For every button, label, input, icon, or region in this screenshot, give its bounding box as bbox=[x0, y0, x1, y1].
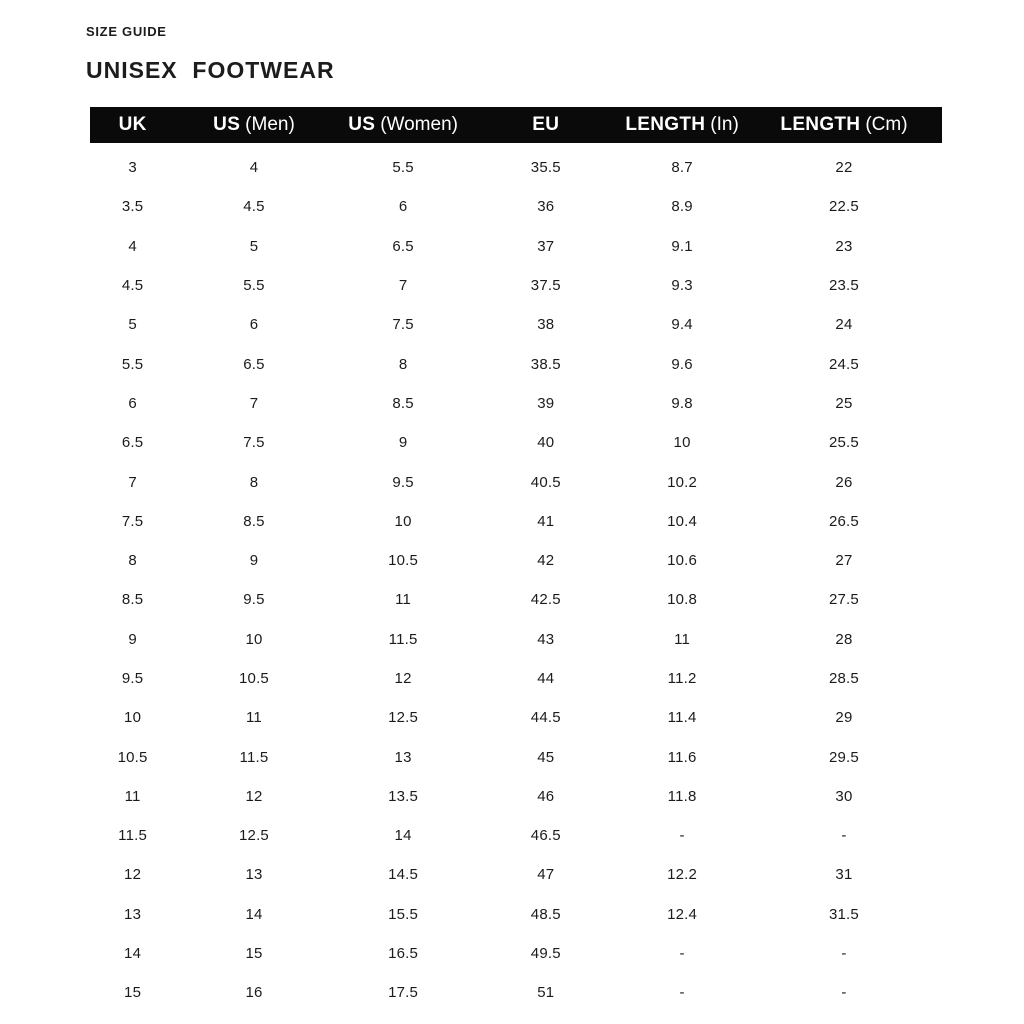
size-cell-length-in: 10.8 bbox=[667, 591, 698, 609]
size-cell-eu: 44.5 bbox=[530, 709, 561, 727]
size-cell-length-in: 8.7 bbox=[671, 159, 693, 177]
size-cell-us-women: 6 bbox=[398, 198, 408, 216]
size-cell-length-cm: 22 bbox=[835, 159, 853, 177]
size-cell-length-cm: - bbox=[841, 984, 847, 1002]
table-row bbox=[90, 620, 942, 659]
size-cell-uk: 3 bbox=[128, 159, 137, 177]
size-cell-us-men: 7 bbox=[249, 394, 259, 412]
size-cell-us-men: 12 bbox=[245, 787, 263, 805]
size-cell-length-cm: 28.5 bbox=[828, 670, 859, 687]
size-cell-us-women: 9.5 bbox=[392, 473, 414, 491]
size-cell-length-in: 11.6 bbox=[667, 748, 697, 766]
size-cell-us-men: 12.5 bbox=[238, 827, 269, 845]
column-header-uk-bold: UK bbox=[118, 114, 147, 135]
column-header-length-in-bold: LENGTH bbox=[625, 114, 706, 135]
size-cell-us-women: 15.5 bbox=[388, 905, 419, 923]
size-cell-eu: 44 bbox=[537, 670, 555, 687]
size-cell-us-men: 14 bbox=[245, 905, 263, 923]
size-cell-uk: 12 bbox=[124, 866, 142, 884]
column-header-eu-bold: EU bbox=[532, 114, 560, 135]
size-cell-eu: 40.5 bbox=[530, 473, 561, 491]
size-cell-length-in: 9.4 bbox=[671, 316, 693, 334]
size-cell-length-in: 11.8 bbox=[667, 787, 697, 805]
table-row bbox=[90, 266, 942, 305]
size-cell-eu: 35.5 bbox=[530, 159, 561, 177]
size-cell-us-men: 13 bbox=[245, 866, 263, 884]
column-header-length-cm-unit: (Cm) bbox=[865, 114, 908, 135]
size-cell-eu: 38 bbox=[537, 316, 555, 334]
table-row bbox=[90, 934, 942, 973]
size-cell-us-men: 5 bbox=[249, 237, 259, 255]
size-cell-uk: 7.5 bbox=[121, 512, 144, 530]
table-row bbox=[90, 502, 942, 541]
size-cell-eu: 37 bbox=[537, 237, 555, 255]
size-cell-length-cm: 24.5 bbox=[828, 355, 859, 373]
column-header-us-men-bold: US bbox=[213, 114, 241, 135]
size-cell-length-cm: 23 bbox=[835, 237, 853, 255]
size-cell-length-in: - bbox=[679, 984, 685, 1002]
size-cell-us-women: 11.5 bbox=[388, 630, 418, 648]
table-row bbox=[90, 659, 942, 698]
size-cell-us-women: 8 bbox=[398, 355, 408, 373]
column-header-us-women-bold: US bbox=[348, 114, 376, 135]
size-cell-length-cm: 27.5 bbox=[828, 591, 859, 609]
size-cell-us-men: 7.5 bbox=[243, 434, 265, 452]
size-cell-us-women: 13 bbox=[394, 748, 412, 766]
size-cell-uk: 5 bbox=[128, 316, 137, 334]
size-cell-eu: 46 bbox=[537, 787, 555, 805]
column-header-length-cm-bold: LENGTH bbox=[780, 114, 861, 135]
table-row bbox=[90, 187, 942, 226]
size-cell-eu: 47 bbox=[537, 866, 555, 884]
size-cell-uk: 10.5 bbox=[117, 748, 148, 766]
size-cell-length-in: 10.6 bbox=[667, 552, 698, 570]
table-row bbox=[90, 698, 942, 737]
size-cell-uk: 14 bbox=[124, 945, 142, 963]
size-cell-length-in: 10 bbox=[673, 434, 691, 452]
size-cell-uk: 5.5 bbox=[121, 355, 144, 373]
size-cell-us-women: 14.5 bbox=[388, 866, 419, 884]
table-row bbox=[90, 305, 942, 344]
table-row bbox=[90, 423, 942, 462]
size-cell-us-men: 6 bbox=[249, 316, 259, 334]
size-cell-eu: 51 bbox=[537, 984, 555, 1002]
size-cell-length-in: 10.4 bbox=[667, 512, 698, 530]
size-table bbox=[90, 107, 942, 1013]
size-cell-us-men: 11.5 bbox=[239, 748, 269, 766]
size-cell-length-cm: 26.5 bbox=[828, 512, 859, 530]
size-cell-us-men: 6.5 bbox=[243, 355, 265, 373]
size-cell-length-in: 11.4 bbox=[667, 709, 697, 727]
size-cell-length-cm: 31.5 bbox=[828, 905, 859, 923]
size-guide-label: SIZE GUIDE bbox=[86, 24, 167, 39]
size-cell-eu: 40 bbox=[537, 434, 555, 452]
table-row bbox=[90, 580, 942, 619]
size-cell-eu: 49.5 bbox=[530, 945, 561, 963]
size-cell-us-women: 13.5 bbox=[388, 787, 419, 805]
size-cell-length-cm: 25.5 bbox=[828, 434, 859, 452]
size-cell-eu: 42 bbox=[537, 552, 555, 570]
size-cell-eu: 43 bbox=[537, 630, 555, 648]
size-cell-eu: 41 bbox=[537, 512, 555, 530]
page-title: UNISEX FOOTWEAR bbox=[86, 57, 335, 83]
size-cell-us-women: 7 bbox=[398, 277, 408, 295]
table-row bbox=[90, 384, 942, 423]
size-cell-length-cm: 28 bbox=[835, 630, 853, 648]
size-cell-us-women: 10.5 bbox=[388, 552, 419, 570]
size-cell-uk: 4.5 bbox=[121, 277, 144, 295]
size-cell-length-in: 10.2 bbox=[667, 473, 698, 491]
size-cell-us-men: 11 bbox=[246, 709, 262, 727]
table-row bbox=[90, 462, 942, 501]
table-row bbox=[90, 855, 942, 894]
size-cell-length-in: - bbox=[679, 827, 685, 845]
size-cell-uk: 9.5 bbox=[121, 670, 144, 687]
size-cell-length-cm: 25 bbox=[835, 394, 853, 412]
table-row bbox=[90, 895, 942, 934]
size-cell-us-men: 4 bbox=[249, 159, 259, 177]
size-cell-eu: 37.5 bbox=[530, 277, 561, 295]
size-cell-eu: 45 bbox=[537, 748, 555, 766]
size-cell-uk: 6 bbox=[128, 394, 137, 412]
size-cell-us-men: 8.5 bbox=[243, 512, 265, 530]
size-cell-us-men: 8 bbox=[249, 473, 259, 491]
size-cell-eu: 46.5 bbox=[530, 827, 561, 845]
table-row bbox=[90, 344, 942, 383]
size-cell-eu: 36 bbox=[537, 198, 555, 216]
size-cell-us-women: 5.5 bbox=[392, 159, 414, 177]
size-cell-us-men: 4.5 bbox=[243, 198, 265, 216]
size-cell-uk: 7 bbox=[128, 473, 137, 491]
size-cell-uk: 8 bbox=[128, 552, 137, 570]
size-cell-length-in: - bbox=[679, 945, 685, 963]
table-row bbox=[90, 541, 942, 580]
table-row bbox=[90, 737, 942, 776]
size-cell-us-women: 12.5 bbox=[388, 709, 419, 727]
size-cell-eu: 38.5 bbox=[530, 355, 561, 373]
size-cell-uk: 8.5 bbox=[121, 591, 144, 609]
column-header-length-in-unit: (In) bbox=[710, 114, 739, 135]
size-cell-length-in: 9.1 bbox=[671, 237, 693, 255]
table-row bbox=[90, 973, 942, 1012]
column-header-us-men-unit: (Men) bbox=[245, 114, 295, 135]
size-cell-uk: 9 bbox=[128, 630, 137, 648]
size-cell-length-cm: 26 bbox=[835, 473, 853, 491]
size-cell-uk: 13 bbox=[124, 905, 142, 923]
table-row bbox=[90, 777, 942, 816]
size-cell-uk: 10 bbox=[124, 709, 142, 727]
size-cell-eu: 48.5 bbox=[530, 905, 561, 923]
size-cell-length-in: 9.6 bbox=[671, 355, 693, 373]
size-cell-us-men: 5.5 bbox=[243, 277, 265, 295]
size-cell-length-cm: 22.5 bbox=[828, 198, 859, 216]
size-cell-length-in: 11.2 bbox=[667, 670, 697, 687]
size-cell-uk: 3.5 bbox=[121, 198, 144, 216]
column-header-us-men bbox=[175, 114, 333, 136]
size-cell-length-in: 12.2 bbox=[667, 866, 698, 884]
size-cell-length-cm: 31 bbox=[835, 866, 853, 884]
size-cell-uk: 4 bbox=[128, 237, 137, 255]
size-cell-us-men: 10 bbox=[245, 630, 263, 648]
table-row bbox=[90, 148, 942, 187]
size-cell-length-in: 12.4 bbox=[667, 905, 698, 923]
table-row bbox=[90, 227, 942, 266]
column-header-us-women bbox=[333, 114, 474, 136]
size-cell-us-men: 9 bbox=[249, 552, 259, 570]
size-cell-us-women: 9 bbox=[398, 434, 408, 452]
size-cell-us-women: 7.5 bbox=[392, 316, 414, 334]
size-cell-us-women: 11 bbox=[395, 591, 412, 609]
size-cell-length-cm: 30 bbox=[835, 787, 853, 805]
size-cell-us-women: 14 bbox=[394, 827, 412, 845]
column-header-length-in bbox=[618, 114, 746, 136]
size-cell-length-cm: 24 bbox=[835, 316, 853, 334]
size-cell-uk: 11 bbox=[124, 787, 141, 805]
size-cell-length-in: 8.9 bbox=[671, 198, 693, 216]
size-cell-us-men: 15 bbox=[245, 945, 263, 963]
size-cell-uk: 15 bbox=[124, 984, 142, 1002]
size-cell-length-cm: 29 bbox=[835, 709, 853, 727]
size-cell-us-men: 9.5 bbox=[243, 591, 265, 609]
size-cell-eu: 42.5 bbox=[530, 591, 561, 609]
size-table-header-row bbox=[90, 107, 942, 143]
size-table-body bbox=[90, 143, 942, 1013]
size-cell-eu: 39 bbox=[537, 394, 555, 412]
size-cell-length-cm: - bbox=[841, 827, 847, 845]
size-cell-uk: 6.5 bbox=[121, 434, 144, 452]
size-cell-us-women: 6.5 bbox=[392, 237, 414, 255]
size-cell-length-in: 9.8 bbox=[671, 394, 693, 412]
size-cell-length-cm: 23.5 bbox=[828, 277, 859, 295]
column-header-eu bbox=[473, 114, 618, 136]
size-cell-us-women: 10 bbox=[394, 512, 412, 530]
size-cell-us-women: 12 bbox=[394, 670, 412, 687]
size-cell-uk: 11.5 bbox=[118, 827, 148, 845]
size-cell-length-in: 11 bbox=[674, 630, 691, 648]
size-cell-us-women: 8.5 bbox=[392, 394, 414, 412]
size-cell-length-cm: - bbox=[841, 945, 847, 963]
size-cell-us-men: 10.5 bbox=[238, 670, 269, 687]
size-cell-us-men: 16 bbox=[245, 984, 263, 1002]
column-header-uk bbox=[90, 114, 175, 136]
size-cell-length-cm: 27 bbox=[835, 552, 853, 570]
table-row bbox=[90, 816, 942, 855]
size-cell-us-women: 17.5 bbox=[388, 984, 419, 1002]
size-cell-length-cm: 29.5 bbox=[828, 748, 859, 766]
size-cell-us-women: 16.5 bbox=[388, 945, 419, 963]
column-header-us-women-unit: (Women) bbox=[380, 114, 458, 135]
column-header-length-cm bbox=[746, 114, 942, 136]
size-cell-length-in: 9.3 bbox=[671, 277, 693, 295]
